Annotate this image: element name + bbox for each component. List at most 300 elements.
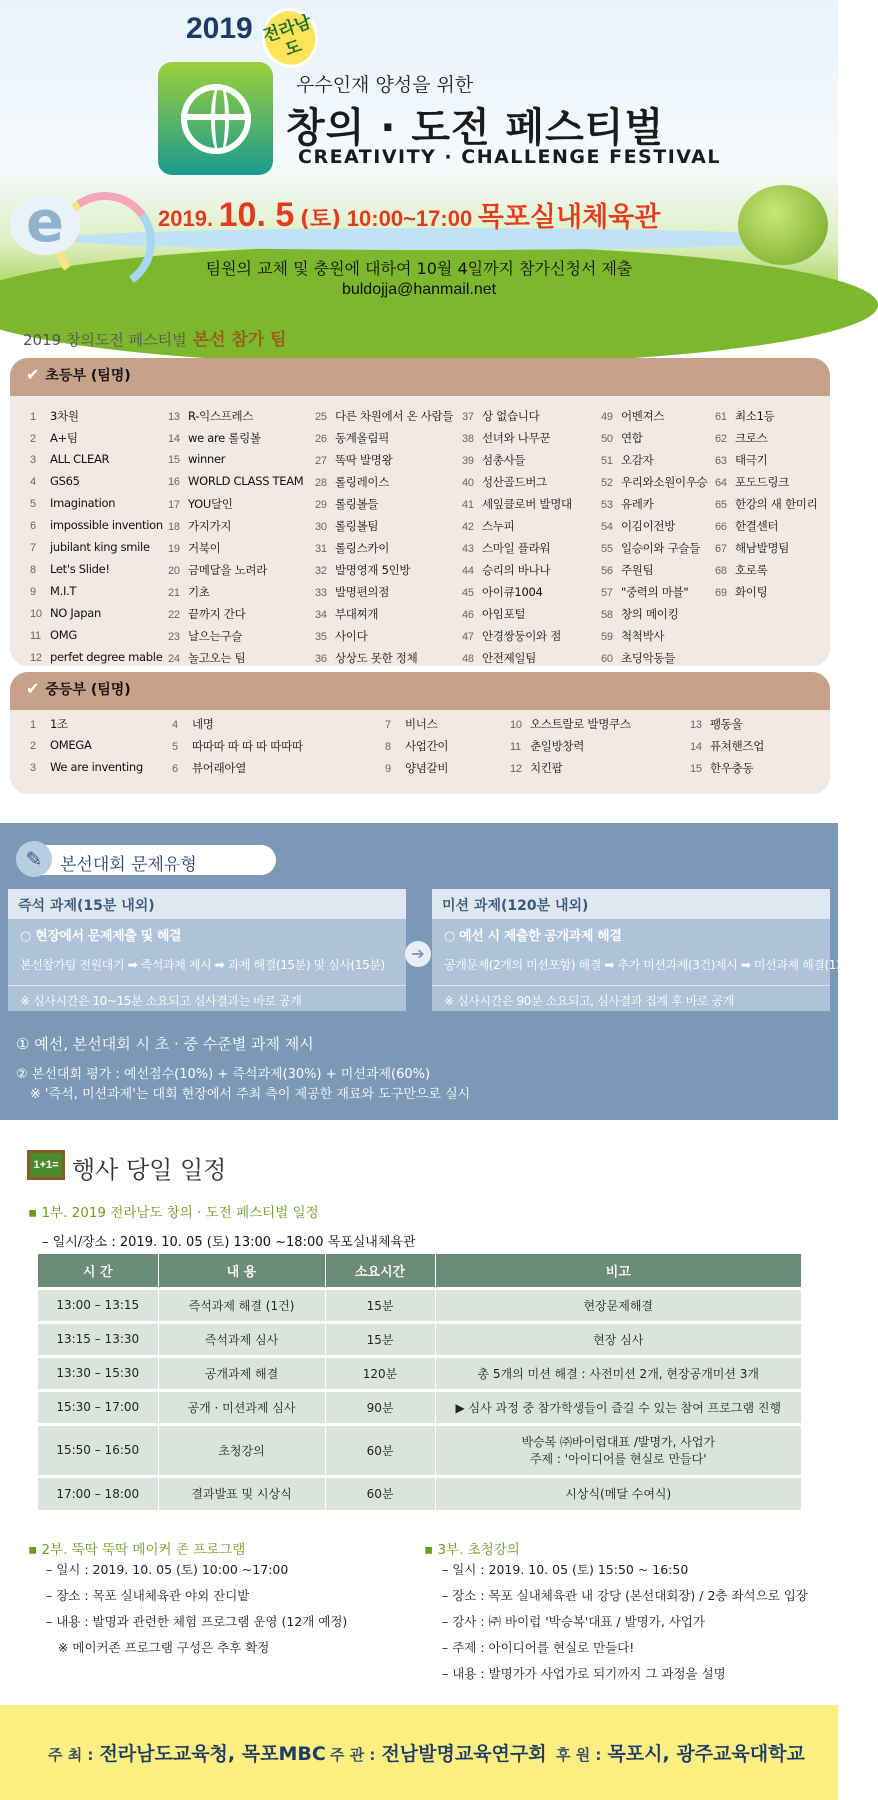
team-number: 56 [601,565,613,577]
team-name: 이김이전방 [621,519,676,533]
table-cell: 60분 [325,1476,435,1510]
table-row [38,1424,802,1476]
list-item: – 일시 : 2019. 10. 05 (토) 10:00 ~17:00 [46,1562,289,1577]
team-number: 45 [462,587,474,599]
teams-heading-prefix: 2019 창의도전 페스티벌 [23,331,187,349]
team-number: 39 [462,455,474,467]
flow-step: 공개문제(2개의 미션포함) 해결 [444,958,601,972]
page-title: 창의 · 도전 페스티벌 [286,105,665,151]
globe-icon [181,84,251,154]
team-name: ALL CLEAR [50,452,110,466]
bullet-icon: ▪ [28,1542,42,1558]
province-badge: 전라남도 [254,1,326,75]
team-number: 21 [168,587,180,599]
team-item [690,716,764,738]
team-number: 49 [601,411,613,423]
team-name: 똑딱 발명왕 [335,453,393,467]
team-item [601,606,707,628]
team-number: 58 [601,609,613,621]
team-name: 주원팀 [621,563,654,577]
elementary-title: 초등부 (팀명) [45,368,131,384]
team-item [462,628,572,650]
team-number: 38 [462,433,474,445]
team-name: OMEGA [50,738,92,752]
table-cell: 13:15 – 13:30 [38,1322,158,1356]
team-number: 30 [315,521,327,533]
table-row [38,1288,802,1322]
team-name: 놀고오는 팀 [188,651,246,665]
panel-header [10,672,830,710]
team-item [601,430,707,452]
table-cell: ▶ 심사 과정 중 참가학생들이 즐길 수 있는 참여 프로그램 진행 [435,1390,802,1424]
middle-team-list [10,710,830,794]
list-item: – 장소 : 목포 실내체육관 야외 잔디밭 [46,1588,250,1603]
team-name: 롤링레이스 [335,475,390,489]
elementary-team-list [10,396,830,666]
team-number: 18 [168,521,180,533]
year-label: 2019 [186,12,253,45]
circle-icon: ○ [444,929,460,944]
team-name: 일승이와 구슬들 [621,541,701,555]
team-item [30,430,163,452]
team-item [168,496,303,518]
team-number: 9 [385,763,391,775]
team-name: 아임포털 [482,607,526,621]
table-cell: 공개과제 해결 [158,1356,325,1390]
team-name: 롤링스카이 [335,541,390,555]
arrow-icon: ➡ [127,958,141,972]
table-cell: 90분 [325,1390,435,1424]
team-number: 24 [168,653,180,665]
flow-step: 미션과제 해결(120분) [753,958,866,972]
team-item [462,452,572,474]
table-cell: 초청강의 [158,1424,325,1476]
team-item [715,452,817,474]
team-name: 최소1등 [735,409,775,423]
team-item [30,650,163,672]
team-name: we are 롤링볼 [188,431,261,445]
team-item [30,760,143,782]
organizer-value: 전남발명교육연구회 [381,1743,547,1765]
team-number: 2 [30,433,36,445]
team-number: 3 [30,762,36,774]
part2-title-text: 2부. 뚝딱 뚝딱 메이커 존 프로그램 [41,1542,246,1558]
mission-task-bullet: 예선 시 제출한 공개과제 해결 [459,929,622,944]
team-item [30,738,143,760]
team-item [315,562,453,584]
team-name: 춘일방창력 [530,739,585,753]
team-number: 60 [601,653,613,665]
team-name: 어벤져스 [621,409,665,423]
team-item [168,650,303,672]
team-item [30,584,163,606]
team-item [715,540,817,562]
team-name: 오감자 [621,453,654,467]
instant-task-title: 즉석 과제(15분 내외) [8,889,406,919]
team-item [315,628,453,650]
team-name: 척척박사 [621,629,665,643]
column-header: 소요시간 [325,1254,435,1288]
team-number: 52 [601,477,613,489]
sponsor-value: 목포시, 광주교육대학교 [607,1743,805,1765]
team-name: 끝까지 간다 [188,607,246,621]
team-item [168,584,303,606]
table-cell: 15분 [325,1322,435,1356]
table-cell: 15:30 – 17:00 [38,1390,158,1424]
team-item [601,628,707,650]
team-item [385,738,448,760]
team-number: 50 [601,433,613,445]
date-weekday: (토) [299,207,342,232]
team-number: 15 [690,763,702,775]
sponsor-label: 후 원 : [556,1746,602,1764]
team-name: 3차원 [50,409,79,423]
team-item [601,518,707,540]
team-item [715,408,817,430]
team-name: 상상도 못한 정체 [335,651,418,665]
team-number: 53 [601,499,613,511]
column-header: 비고 [435,1254,802,1288]
contest-title: 본선대회 문제유형 [60,855,197,875]
team-item [172,738,303,760]
team-item [315,540,453,562]
team-number: 6 [30,520,36,532]
team-item [462,540,572,562]
team-column [462,408,572,672]
part2-list [46,1557,347,1661]
pin-icon: ✎ [16,841,52,877]
flow-step: 추가 미션과제(3건)제시 [617,958,738,972]
sponsor-info [556,1739,805,1766]
team-number: 4 [172,719,178,731]
team-column [30,408,163,672]
team-number: 19 [168,543,180,555]
team-column [510,716,631,782]
mission-task-note: ※ 심사시간은 90분 소요되고, 심사결과 집계 후 바로 공개 [432,985,830,1015]
team-number: 14 [690,741,702,753]
team-number: 64 [715,477,727,489]
team-name: 발명영재 5인방 [335,563,411,577]
list-item: – 강사 : ㈜ 바이럽 '박승복'대표 / 발명가, 사업가 [442,1614,706,1629]
middle-title: 중등부 (팀명) [45,682,131,698]
team-item [715,496,817,518]
arrow-icon: ➡ [604,958,618,972]
team-name: 한강의 새 한미리 [735,497,818,511]
team-name: 상 없습니다 [482,409,540,423]
instant-task-flow [8,950,406,979]
team-number: 9 [30,586,36,598]
mission-task-title: 미션 과제(120분 내외) [432,889,830,919]
team-item [315,452,453,474]
team-name: 연합 [621,431,643,445]
team-item [601,474,707,496]
host-label: 주 최 : [48,1746,94,1764]
organizer-label: 주 관 : [330,1746,376,1764]
team-name: winner [188,452,226,466]
host-value: 전라남도교육청, 목포MBC [99,1743,326,1765]
team-number: 42 [462,521,474,533]
date-month-day: 10. 5 [218,196,295,234]
e-letter-graphic: e [10,195,80,255]
part3-title [424,1538,520,1558]
check-icon: ✔ [26,679,40,698]
team-number: 28 [315,477,327,489]
team-item [168,540,303,562]
mission-task-flow [432,950,866,979]
team-number: 32 [315,565,327,577]
team-number: 26 [315,433,327,445]
part1-title [28,1201,319,1221]
team-number: 36 [315,653,327,665]
table-cell: 15:50 – 16:50 [38,1424,158,1476]
team-name: 스마일 플라워 [482,541,551,555]
team-number: 14 [168,433,180,445]
list-item: ※ 메이커존 프로그램 구성은 추후 확정 [46,1640,270,1655]
team-name: 사이다 [335,629,368,643]
table-row [38,1476,802,1510]
team-column [172,716,303,782]
team-name: 롤링볼팀 [335,519,379,533]
team-name: 한결센터 [735,519,779,533]
team-item [601,408,707,430]
team-name: 발명편의점 [335,585,390,599]
team-item [690,760,764,782]
team-item [601,496,707,518]
earth-city-graphic [738,185,828,265]
team-item [30,628,163,650]
team-item [30,716,143,738]
table-cell: 시상식(메달 수여식) [435,1476,802,1510]
festival-logo [158,62,273,175]
team-number: 7 [30,542,36,554]
team-name: 해남발명팀 [735,541,790,555]
contest-section [0,823,866,1120]
team-number: 31 [315,543,327,555]
team-name: R-익스프레스 [188,409,254,423]
english-title: CREATIVITY · CHALLENGE FESTIVAL [298,146,721,168]
table-cell: 15분 [325,1288,435,1322]
team-name: Imagination [50,496,116,510]
team-number: 48 [462,653,474,665]
team-name: 양념갈비 [405,761,449,775]
footer [0,1705,838,1800]
team-number: 6 [172,763,178,775]
team-name: Let's Slide! [50,562,110,576]
team-number: 22 [168,609,180,621]
team-item [462,584,572,606]
team-item [30,518,163,540]
team-name: 우리와소원이우승 [621,475,708,489]
team-item [315,496,453,518]
team-item [30,606,163,628]
team-item [315,518,453,540]
team-column [315,408,453,672]
team-item [168,562,303,584]
team-item [168,430,303,452]
team-number: 35 [315,631,327,643]
bullet-icon: ▪ [28,1205,42,1221]
flow-step: 과제 해결(15분) 및 심사(15분) [227,958,385,972]
team-number: 23 [168,631,180,643]
team-item [168,518,303,540]
team-name: 안전제일팀 [482,651,537,665]
team-column [30,716,143,782]
team-number: 20 [168,565,180,577]
team-name: impossible invention [50,518,163,532]
team-number: 37 [462,411,474,423]
schedule-rows [38,1288,802,1510]
team-number: 15 [168,454,180,466]
arrow-icon: ➡ [214,958,228,972]
team-number: 10 [30,608,42,620]
team-name: 기초 [188,585,210,599]
team-number: 34 [315,609,327,621]
team-number: 5 [30,498,36,510]
mission-task-box [432,889,866,1011]
team-item [30,496,163,518]
team-number: 54 [601,521,613,533]
contest-note-3: ※ '즉석, 미션과제'는 대회 현장에서 주최 측이 제공한 재료와 도구만으로 실시 [30,1087,471,1102]
table-cell: 17:00 – 18:00 [38,1476,158,1510]
team-number: 68 [715,565,727,577]
team-number: 69 [715,587,727,599]
team-number: 63 [715,455,727,467]
team-item [715,562,817,584]
list-item: – 일시 : 2019. 10. 05 (토) 15:50 ~ 16:50 [442,1562,689,1577]
team-item [315,650,453,672]
date-time: 10:00~17:00 [346,206,473,231]
team-name: 날으는구슬 [188,629,243,643]
team-name: 치킨팝 [530,761,563,775]
team-number: 1 [30,719,36,731]
team-name: perfet degree mable [50,650,163,664]
table-row [38,1322,802,1356]
table-cell: 박승복 ㈜바이럽대표 /발명가, 사업가 주제 : '아이디어를 현실로 만들다' [435,1424,802,1476]
team-item [462,430,572,452]
table-cell: 13:30 – 15:30 [38,1356,158,1390]
team-number: 33 [315,587,327,599]
team-item [30,562,163,584]
table-cell: 120분 [325,1356,435,1390]
team-item [30,408,163,430]
team-item [601,584,707,606]
team-item [168,628,303,650]
team-item [168,606,303,628]
schedule-title: 행사 당일 일정 [72,1156,227,1184]
team-name: 비너스 [405,717,438,731]
contact-email[interactable]: buldojja@hanmail.net [341,281,497,298]
team-number: 25 [315,411,327,423]
team-name: 동계올림픽 [335,431,390,445]
team-number: 5 [172,741,178,753]
team-item [462,474,572,496]
team-item [385,760,448,782]
team-number: 12 [510,763,522,775]
team-name: 가지가지 [188,519,232,533]
team-name: 오스트랄로 발명쿠스 [530,717,631,731]
schedule-table [38,1254,802,1510]
team-number: 13 [690,719,702,731]
team-name: 선녀와 나무꾼 [482,431,551,445]
team-number: 47 [462,631,474,643]
header-subtitle: 우수인재 양성을 위한 [296,74,474,96]
host-info [48,1739,326,1766]
team-name: 태극기 [735,453,768,467]
team-item [462,606,572,628]
bullet-icon: ▪ [424,1542,438,1558]
team-name: 1조 [50,717,68,731]
part3-list [442,1557,808,1687]
team-item [172,716,303,738]
team-number: 10 [510,719,522,731]
team-name: 초딩악동들 [621,651,676,665]
team-item [601,650,707,672]
team-column [385,716,448,782]
team-item [30,452,163,474]
table-cell: 13:00 – 13:15 [38,1288,158,1322]
team-number: 27 [315,455,327,467]
team-item [30,540,163,562]
team-number: 40 [462,477,474,489]
circle-icon: ○ [20,929,36,944]
team-item [385,716,448,738]
organizer-info [330,1739,547,1766]
team-name: 호로록 [735,563,768,577]
blackboard-icon: 1+1= [27,1150,65,1180]
team-item [315,430,453,452]
team-number: 8 [30,564,36,576]
team-item [690,738,764,760]
team-name: 팽동울 [710,717,743,731]
team-name: We are inventing [50,760,143,774]
team-name: NO Japan [50,606,101,620]
team-item [462,562,572,584]
team-column [168,408,303,672]
team-number: 12 [30,652,42,664]
contest-note-2: ② 본선대회 평가 : 예선점수(10%) + 즉석과제(30%) + 미션과제(60%) [16,1067,431,1082]
arrow-icon: ➡ [740,958,754,972]
team-name: GS65 [50,474,80,488]
team-name: A+팀 [50,431,78,445]
team-name: 안경쌍둥이와 점 [482,629,562,643]
team-name: 포도드링크 [735,475,790,489]
team-number: 67 [715,543,727,555]
team-item [715,584,817,606]
teams-heading [23,325,287,350]
team-name: 부대찌개 [335,607,379,621]
team-item [715,430,817,452]
team-item [30,474,163,496]
team-name: 한우충동 [710,761,754,775]
team-number: 57 [601,587,613,599]
table-cell: 총 5개의 미션 해결 : 사전미션 2개, 현장공개미션 3개 [435,1356,802,1390]
team-name: 뷰어래아열 [192,761,247,775]
table-cell: 현장 심사 [435,1322,802,1356]
team-number: 43 [462,543,474,555]
table-cell: 즉석과제 심사 [158,1322,325,1356]
table-cell: 60분 [325,1424,435,1476]
part1-title-text: 1부. 2019 전라남도 창의 · 도전 페스티벌 일정 [41,1205,319,1221]
elementary-panel [10,358,830,666]
event-date [158,195,660,235]
team-number: 62 [715,433,727,445]
team-name: WORLD CLASS TEAM [188,474,304,488]
team-name: M.I.T [50,584,77,598]
right-arrow-icon: ➔ [405,941,431,967]
team-number: 11 [30,630,41,642]
table-cell: 현장문제해결 [435,1288,802,1322]
team-item [510,738,631,760]
